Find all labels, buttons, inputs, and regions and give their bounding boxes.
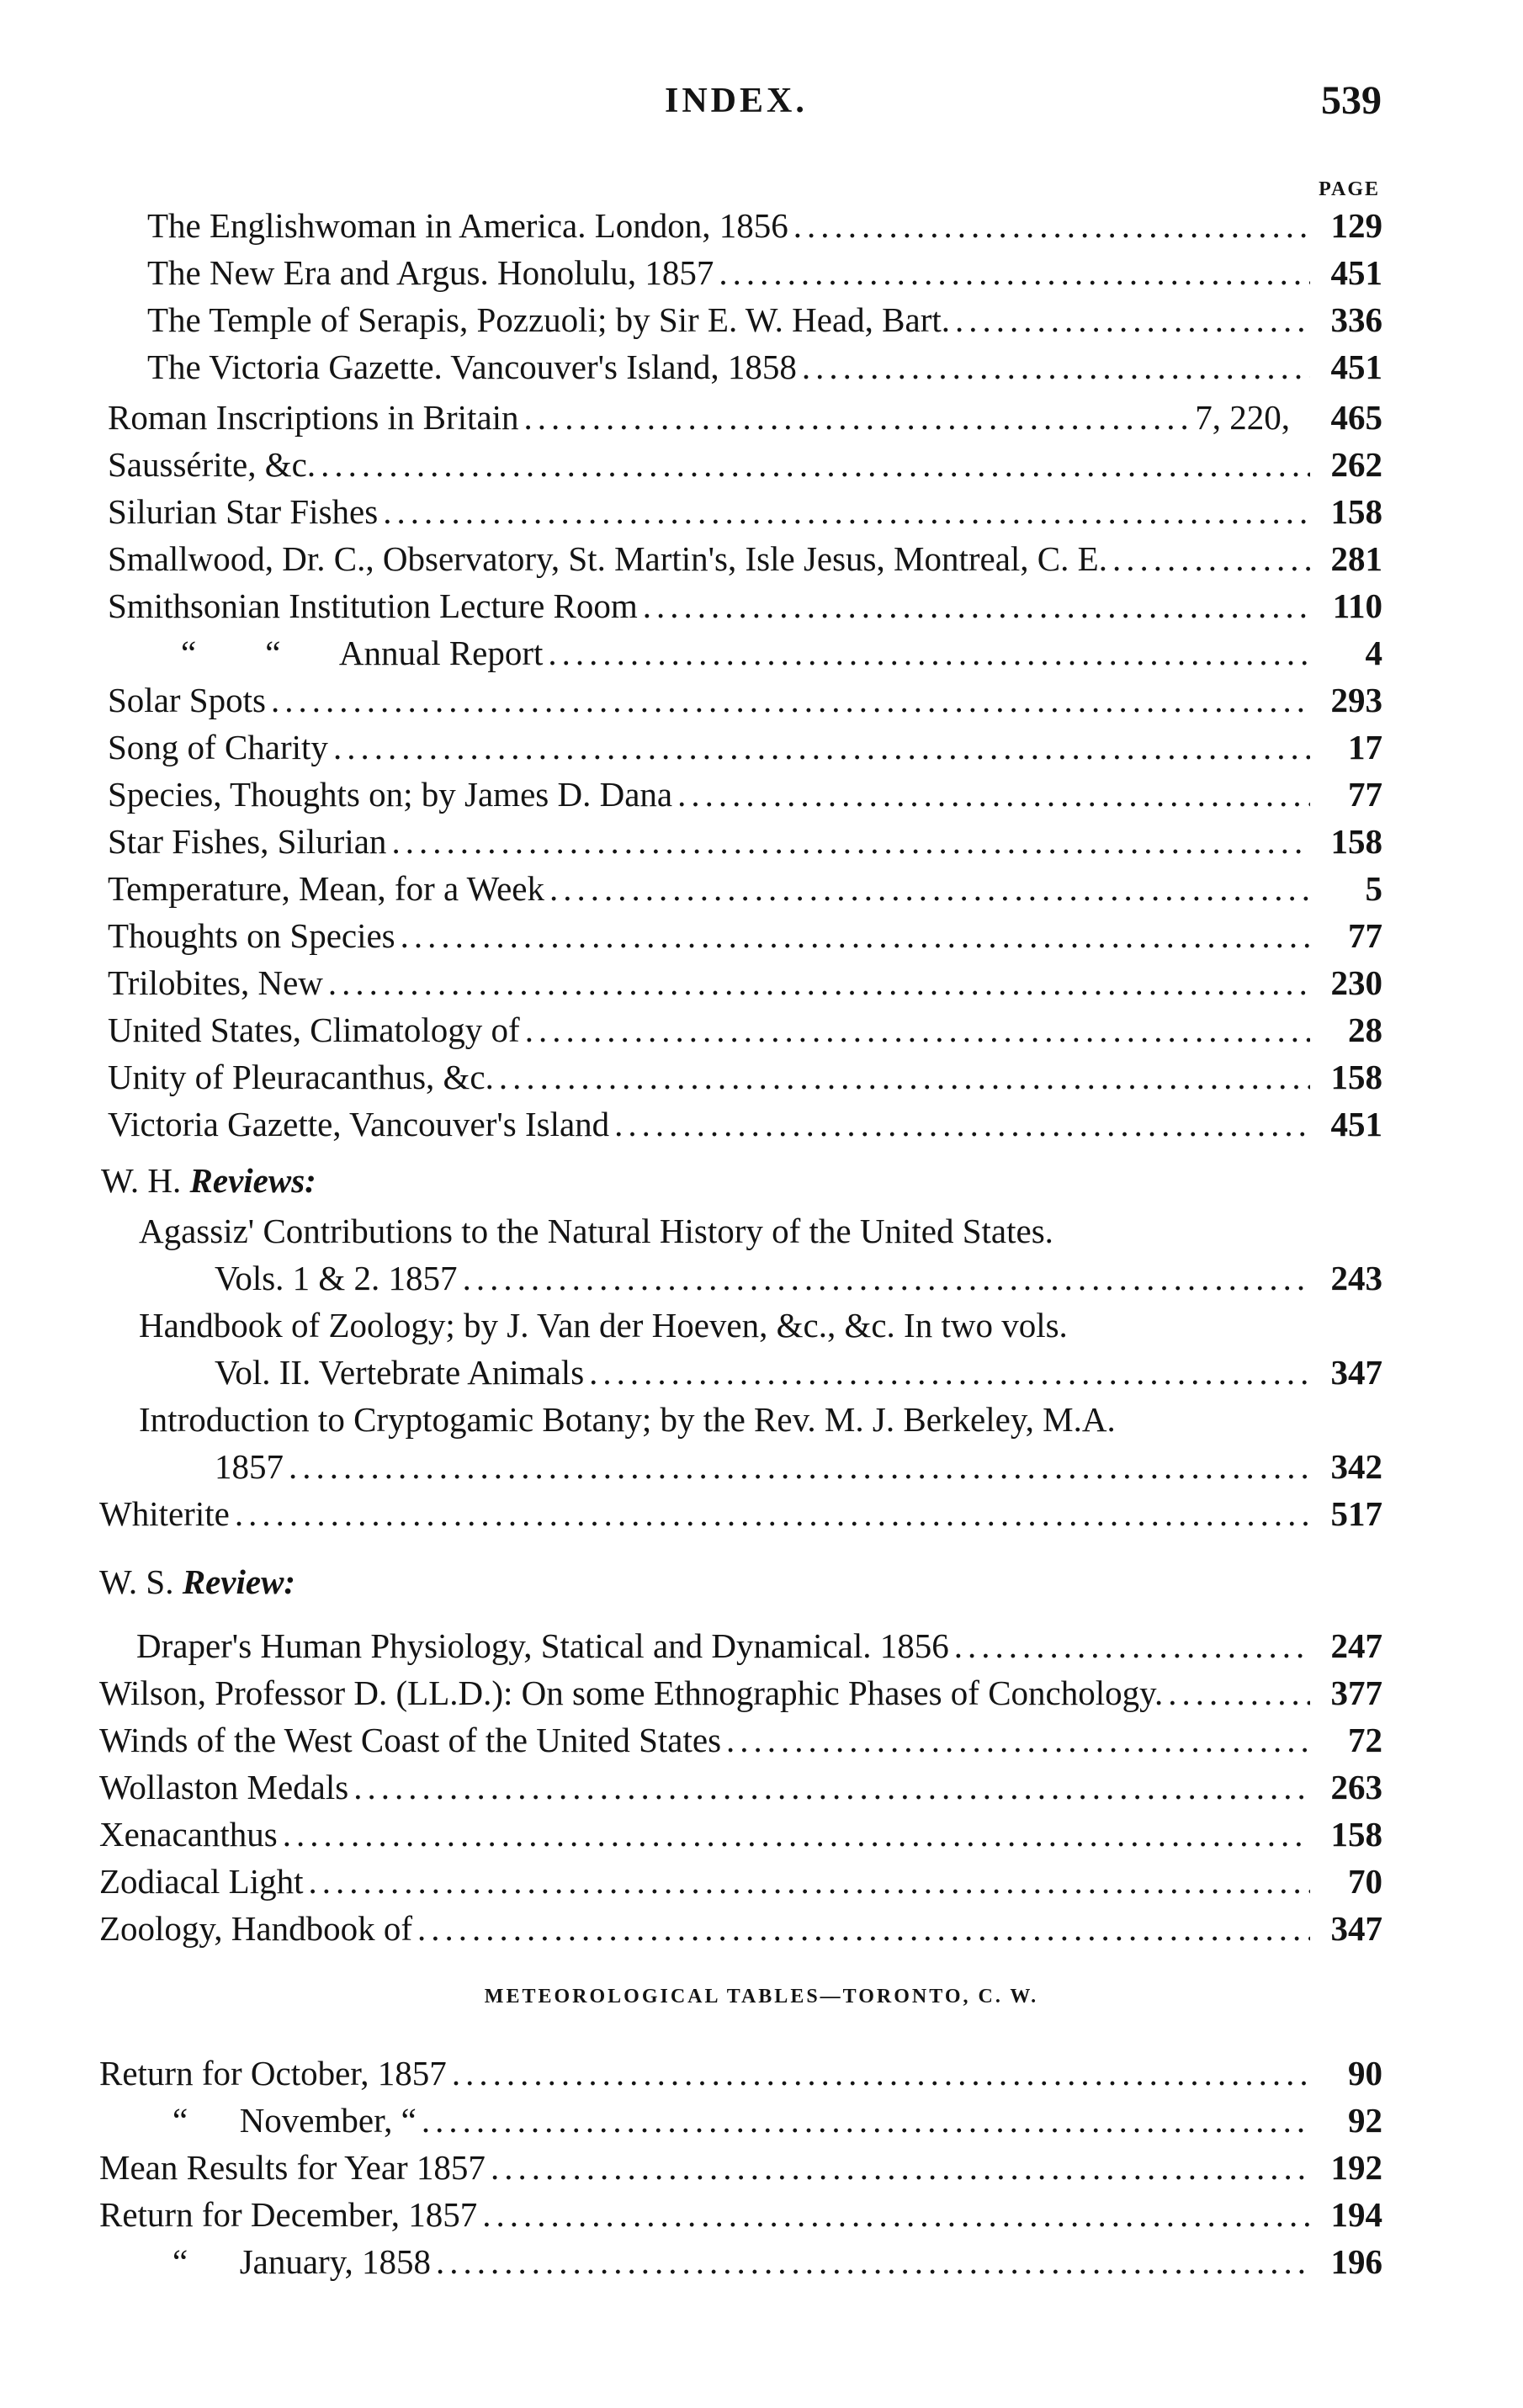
index-entry bbox=[147, 249, 1382, 296]
entry-text: Song of Charity bbox=[108, 728, 328, 766]
dot-leader bbox=[401, 912, 1310, 959]
index-entry bbox=[108, 771, 1382, 818]
entry-page-number: 70 bbox=[1348, 1862, 1382, 1901]
dot-leader bbox=[422, 2097, 1310, 2144]
index-entry bbox=[215, 1254, 1382, 1302]
dot-leader bbox=[1168, 1669, 1310, 1716]
entry-text: Wollaston Medals bbox=[99, 1768, 349, 1806]
entry-page-number: 347 bbox=[1330, 1909, 1382, 1948]
index-entry bbox=[99, 1490, 1382, 1537]
entry-text: The Temple of Serapis, Pozzuoli; by Sir E. W. Head, Bart. bbox=[147, 300, 951, 339]
dot-leader bbox=[499, 1053, 1310, 1101]
entry-page-number: 110 bbox=[1332, 586, 1382, 625]
entry-page-number: 4 bbox=[1365, 634, 1382, 672]
dot-leader bbox=[391, 818, 1310, 865]
entry-page-number: 451 bbox=[1330, 1105, 1382, 1143]
entry-page-number: 28 bbox=[1348, 1010, 1382, 1049]
entry-text: Temperature, Mean, for a Week bbox=[108, 869, 544, 908]
dot-leader bbox=[417, 1905, 1310, 1952]
entry-page-number: 517 bbox=[1330, 1494, 1382, 1533]
index-entry bbox=[108, 394, 1382, 441]
dot-leader bbox=[955, 296, 1310, 343]
section-heading-meteorological: METEOROLOGICAL TABLES—TORONTO, C. W. bbox=[484, 1986, 1039, 2008]
dot-leader bbox=[793, 202, 1310, 249]
dot-leader bbox=[353, 1764, 1310, 1811]
dot-leader bbox=[548, 629, 1310, 676]
index-entry bbox=[181, 629, 1382, 676]
entry-page-number: 451 bbox=[1330, 347, 1382, 386]
index-entry bbox=[215, 1349, 1382, 1396]
entry-text: Victoria Gazette, Vancouver's Island bbox=[108, 1105, 610, 1143]
index-entry bbox=[108, 1053, 1382, 1101]
dot-leader bbox=[463, 1254, 1310, 1302]
dot-leader bbox=[328, 959, 1310, 1006]
index-entry bbox=[108, 488, 1382, 535]
entry-page-number: 129 bbox=[1330, 206, 1382, 245]
index-entry bbox=[108, 818, 1382, 865]
index-entry bbox=[108, 676, 1382, 724]
entry-text: Unity of Pleuracanthus, &c. bbox=[108, 1058, 494, 1096]
index-entry bbox=[99, 2191, 1382, 2238]
index-entry bbox=[147, 296, 1382, 343]
entry-text: United States, Climatology of bbox=[108, 1010, 520, 1049]
entry-page-number: 342 bbox=[1330, 1447, 1382, 1486]
entry-page-number: 72 bbox=[1348, 1721, 1382, 1759]
index-entry bbox=[147, 202, 1382, 249]
index-entry bbox=[108, 441, 1382, 488]
page-header bbox=[0, 78, 1523, 131]
entry-text: Species, Thoughts on; by James D. Dana bbox=[108, 775, 673, 814]
review-line: Introduction to Cryptogamic Botany; by the Rev. M. J. Berkeley, M.A. bbox=[139, 1400, 1116, 1439]
entry-text: Vols. 1 & 2. 1857 bbox=[215, 1259, 458, 1297]
dot-leader bbox=[452, 2050, 1310, 2097]
entry-page-number: 336 bbox=[1330, 300, 1382, 339]
entry-text: Thoughts on Species bbox=[108, 916, 395, 955]
entry-page-number: 194 bbox=[1330, 2195, 1382, 2234]
section-heading-wh: W. H. Reviews: bbox=[101, 1161, 316, 1200]
entry-text: Return for December, 1857 bbox=[99, 2195, 478, 2234]
entry-page-number: 281 bbox=[1330, 539, 1382, 578]
dot-leader bbox=[589, 1349, 1310, 1396]
entry-text: Return for October, 1857 bbox=[99, 2054, 447, 2092]
entry-text: Roman Inscriptions in Britain bbox=[108, 398, 519, 437]
entry-text: Wilson, Professor D. (LL.D.): On some Ethnographic Phases of Conchology. bbox=[99, 1673, 1164, 1712]
dot-leader bbox=[271, 676, 1310, 724]
entry-page-number: 293 bbox=[1330, 681, 1382, 719]
index-entry bbox=[108, 912, 1382, 959]
entry-page-number: 230 bbox=[1330, 963, 1382, 1002]
dot-leader bbox=[525, 1006, 1310, 1053]
entry-text: 1857 bbox=[215, 1447, 284, 1486]
entry-text: “ January, 1858 bbox=[172, 2242, 432, 2281]
entry-text: Smithsonian Institution Lecture Room bbox=[108, 586, 638, 625]
page-column-label: PAGE bbox=[1319, 178, 1380, 200]
dot-leader bbox=[309, 1858, 1311, 1905]
index-entry bbox=[99, 1716, 1382, 1764]
index-entry bbox=[136, 1622, 1382, 1669]
entry-page-number: 5 bbox=[1365, 869, 1382, 908]
dot-leader bbox=[677, 771, 1310, 818]
entry-page-number: 451 bbox=[1330, 253, 1382, 292]
entry-text: Whiterite bbox=[99, 1494, 230, 1533]
entry-page-number: 77 bbox=[1348, 775, 1382, 814]
index-entry bbox=[108, 865, 1382, 912]
entry-page-number: 158 bbox=[1330, 822, 1382, 861]
entry-text: Mean Results for Year 1857 bbox=[99, 2148, 486, 2187]
running-title: INDEX. bbox=[665, 82, 808, 120]
index-entry bbox=[99, 1764, 1382, 1811]
entry-page-number: 377 bbox=[1330, 1673, 1382, 1712]
index-entry bbox=[172, 2238, 1382, 2285]
review-line: Handbook of Zoology; by J. Van der Hoeven, &c., &c. In two vols. bbox=[139, 1306, 1068, 1345]
index-entry bbox=[99, 2050, 1382, 2097]
dot-leader bbox=[482, 2191, 1310, 2238]
entry-page-number: 92 bbox=[1348, 2101, 1382, 2140]
page-number: 539 bbox=[1321, 78, 1382, 123]
entry-text: 7, 220, bbox=[1195, 398, 1290, 437]
entry-page-number: 196 bbox=[1330, 2242, 1382, 2281]
dot-leader bbox=[643, 582, 1310, 629]
entry-text: Solar Spots bbox=[108, 681, 266, 719]
entry-text: The Englishwoman in America. London, 1856 bbox=[147, 206, 788, 245]
index-entry bbox=[99, 1811, 1382, 1858]
entry-page-number: 243 bbox=[1330, 1259, 1382, 1297]
dot-leader bbox=[1112, 535, 1310, 582]
entry-page-number: 347 bbox=[1330, 1353, 1382, 1392]
index-entry bbox=[108, 959, 1382, 1006]
entry-text: Smallwood, Dr. C., Observatory, St. Martin's, Isle Jesus, Montreal, C. E. bbox=[108, 539, 1107, 578]
index-entry bbox=[99, 1905, 1382, 1952]
entry-page-number: 158 bbox=[1330, 1058, 1382, 1096]
entry-text: The New Era and Argus. Honolulu, 1857 bbox=[147, 253, 714, 292]
dot-leader bbox=[726, 1716, 1310, 1764]
entry-text: Saussérite, &c. bbox=[108, 445, 316, 484]
entry-text: Silurian Star Fishes bbox=[108, 492, 379, 531]
index-entry bbox=[108, 1101, 1382, 1148]
index-entry bbox=[215, 1443, 1382, 1490]
dot-leader bbox=[383, 488, 1310, 535]
entry-page-number: 77 bbox=[1348, 916, 1382, 955]
dot-leader bbox=[436, 2238, 1310, 2285]
entry-text: Vol. II. Vertebrate Animals bbox=[215, 1353, 585, 1392]
entry-text: Trilobites, New bbox=[108, 963, 323, 1002]
index-entry bbox=[99, 2144, 1382, 2191]
entry-page-number: 465 bbox=[1330, 398, 1382, 437]
index-entry bbox=[99, 1858, 1382, 1905]
entry-text: “ November, “ bbox=[172, 2101, 417, 2140]
index-entry bbox=[108, 724, 1382, 771]
entry-page-number: 247 bbox=[1330, 1626, 1382, 1665]
review-line: Agassiz' Contributions to the Natural History of the United States. bbox=[139, 1212, 1053, 1250]
dot-leader bbox=[802, 343, 1310, 390]
dot-leader bbox=[719, 249, 1310, 296]
index-entry bbox=[147, 343, 1382, 390]
entry-text: Xenacanthus bbox=[99, 1815, 278, 1854]
entry-page-number: 263 bbox=[1330, 1768, 1382, 1806]
entry-page-number: 17 bbox=[1348, 728, 1382, 766]
dot-leader bbox=[333, 724, 1310, 771]
index-entry bbox=[108, 535, 1382, 582]
entry-page-number: 158 bbox=[1330, 1815, 1382, 1854]
dot-leader bbox=[524, 394, 1191, 441]
entry-text: Winds of the West Coast of the United States bbox=[99, 1721, 722, 1759]
dot-leader bbox=[283, 1811, 1310, 1858]
index-entry bbox=[108, 582, 1382, 629]
index-entry bbox=[172, 2097, 1382, 2144]
section-heading-ws: W. S. Review: bbox=[99, 1562, 296, 1601]
entry-text: Draper's Human Physiology, Statical and Dynamical. 1856 bbox=[136, 1626, 949, 1665]
entry-page-number: 262 bbox=[1330, 445, 1382, 484]
index-entry bbox=[99, 1669, 1382, 1716]
dot-leader bbox=[235, 1490, 1310, 1537]
entry-page-number: 192 bbox=[1330, 2148, 1382, 2187]
dot-leader bbox=[954, 1622, 1310, 1669]
dot-leader bbox=[321, 441, 1310, 488]
dot-leader bbox=[491, 2144, 1310, 2191]
dot-leader bbox=[549, 865, 1310, 912]
dot-leader bbox=[614, 1101, 1310, 1148]
dot-leader bbox=[289, 1443, 1310, 1490]
entry-page-number: 90 bbox=[1348, 2054, 1382, 2092]
entry-page-number: 158 bbox=[1330, 492, 1382, 531]
index-entry bbox=[108, 1006, 1382, 1053]
entry-text: Zodiacal Light bbox=[99, 1862, 304, 1901]
entry-text: The Victoria Gazette. Vancouver's Island, 1858 bbox=[147, 347, 797, 386]
entry-text: Star Fishes, Silurian bbox=[108, 822, 387, 861]
entry-text: “ “ Annual Report bbox=[181, 634, 544, 672]
entry-text: Zoology, Handbook of bbox=[99, 1909, 412, 1948]
